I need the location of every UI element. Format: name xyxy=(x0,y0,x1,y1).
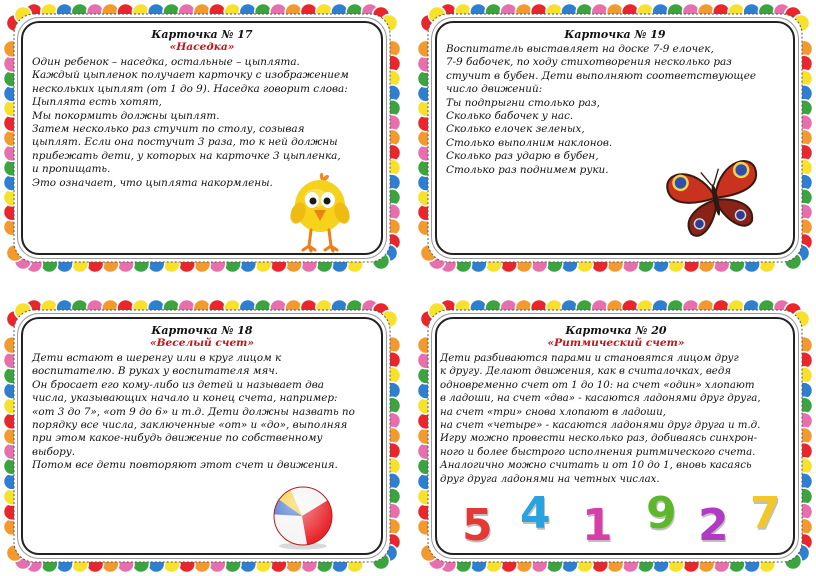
text-line: нескольких цыплят (от 1 до 9). Наседка говорит слова: xyxy=(32,82,348,95)
text-line: Столько раз поднимем руки. xyxy=(446,163,609,176)
text-line: ного и более быстрого исполнения ритмического счета. xyxy=(440,446,756,458)
text-line: друг друга ладонями на четных числах. xyxy=(440,473,660,485)
card-title: Карточка № 18 xyxy=(151,324,253,337)
text-line: цыплят. Если она постучит 3 раза, то к ней должны xyxy=(32,136,338,149)
card-18 xyxy=(2,298,402,574)
digit-nine: 9 xyxy=(646,488,677,539)
card-content xyxy=(32,28,372,190)
card-subtitle: «Наседка» xyxy=(169,41,235,53)
digit-two: 2 xyxy=(698,500,729,551)
card-title: Карточка № 19 xyxy=(564,28,666,41)
text-line: на счет «четыре» - касаются ладонями друг друга и т.д. xyxy=(440,420,761,432)
text-line: Аналогично можно считать и от 10 до 1, вновь касаясь xyxy=(440,460,752,472)
card-subtitle: «Ритмический счет» xyxy=(547,337,685,349)
text-line: в ладоши, на счет «два» - касаются ладонями друг друга, xyxy=(440,393,761,405)
text-line: Это означает, что цыплята накормлены. xyxy=(32,176,273,189)
text-line: на счет «три» снова хлопают в ладоши, xyxy=(440,406,666,418)
text-line: выбору. xyxy=(32,445,76,458)
digit-seven: 7 xyxy=(750,488,781,539)
text-line: Потом все дети повторяют этот счет и движения. xyxy=(32,459,338,472)
card-content xyxy=(440,324,792,486)
text-line: Воспитатель выставляет на доске 7-9 елочек, xyxy=(446,43,714,55)
text-line: Сколько раз ударю в бубен, xyxy=(446,150,599,163)
text-line: Затем несколько раз стучит по столу, созывая xyxy=(32,123,305,136)
text-line: стучит в бубен. Дети выполняют соответствующее xyxy=(446,69,757,82)
ball-icon xyxy=(268,484,338,550)
card-19 xyxy=(416,2,814,274)
text-line: Дети разбиваются парами и становятся лицом друг xyxy=(440,353,739,364)
card-20 xyxy=(416,298,814,574)
card-title: Карточка № 20 xyxy=(565,324,667,337)
text-line: Столько выполним наклонов. xyxy=(446,136,613,149)
text-line: число движений: xyxy=(446,83,543,96)
text-line: при этом какое-нибудь движение по собственному xyxy=(32,432,323,445)
text-line: прибежать дети, у которых на карточке 3 цыпленка, xyxy=(32,149,341,162)
text-line: к другу. Делают движения, как в считалочках, ведя xyxy=(440,366,732,378)
text-line: 7-9 бабочек, по ходу стихотворения несколько раз xyxy=(446,56,732,69)
text-line: Сколько бабочек у нас. xyxy=(446,110,574,123)
text-line: Мы покормить должны цыплят. xyxy=(32,109,220,122)
text-line: одновременно счет от 1 до 10: на счет «один» хлопают xyxy=(440,379,755,391)
text-line: Дети встают в шеренгу или в круг лицом к xyxy=(32,352,282,364)
digit-four: 4 xyxy=(520,488,551,539)
text-line: Сколько елочек зеленых, xyxy=(446,123,585,136)
card-title: Карточка № 17 xyxy=(151,28,253,41)
text-line: порядку все числа, заключенные «от» и «до», выполняя xyxy=(32,419,348,432)
text-line: Один ребенок – наседка, остальные – цыплята. xyxy=(32,56,300,68)
text-line: и пропищать. xyxy=(32,163,111,176)
text-line: Игру можно провести несколько раз, добиваясь синхрон- xyxy=(440,433,758,445)
card-subtitle: «Веселый счет» xyxy=(149,337,255,349)
text-line: Цыплята есть хотят, xyxy=(32,96,162,109)
card-body xyxy=(440,352,792,486)
butterfly-icon xyxy=(662,152,768,240)
text-line: Он бросает его кому-либо из детей и называет два xyxy=(32,378,324,391)
card-17 xyxy=(2,2,402,274)
text-line: «от 3 до 7», «от 9 до 6» и т.д. Дети должны назвать по xyxy=(32,405,355,418)
text-line: Ты подпрыгни столько раз, xyxy=(446,96,600,109)
chick-icon xyxy=(287,170,353,254)
digit-five: 5 xyxy=(462,500,493,551)
card-content xyxy=(32,324,372,473)
text-line: числа, указывающих начало и конец счета, например: xyxy=(32,392,338,405)
digit-one: 1 xyxy=(582,500,613,551)
text-line: Каждый цыпленок получает карточку с изображением xyxy=(32,69,349,82)
card-body xyxy=(32,352,372,473)
text-line: воспитателю. В руках у воспитателя мяч. xyxy=(32,365,279,378)
